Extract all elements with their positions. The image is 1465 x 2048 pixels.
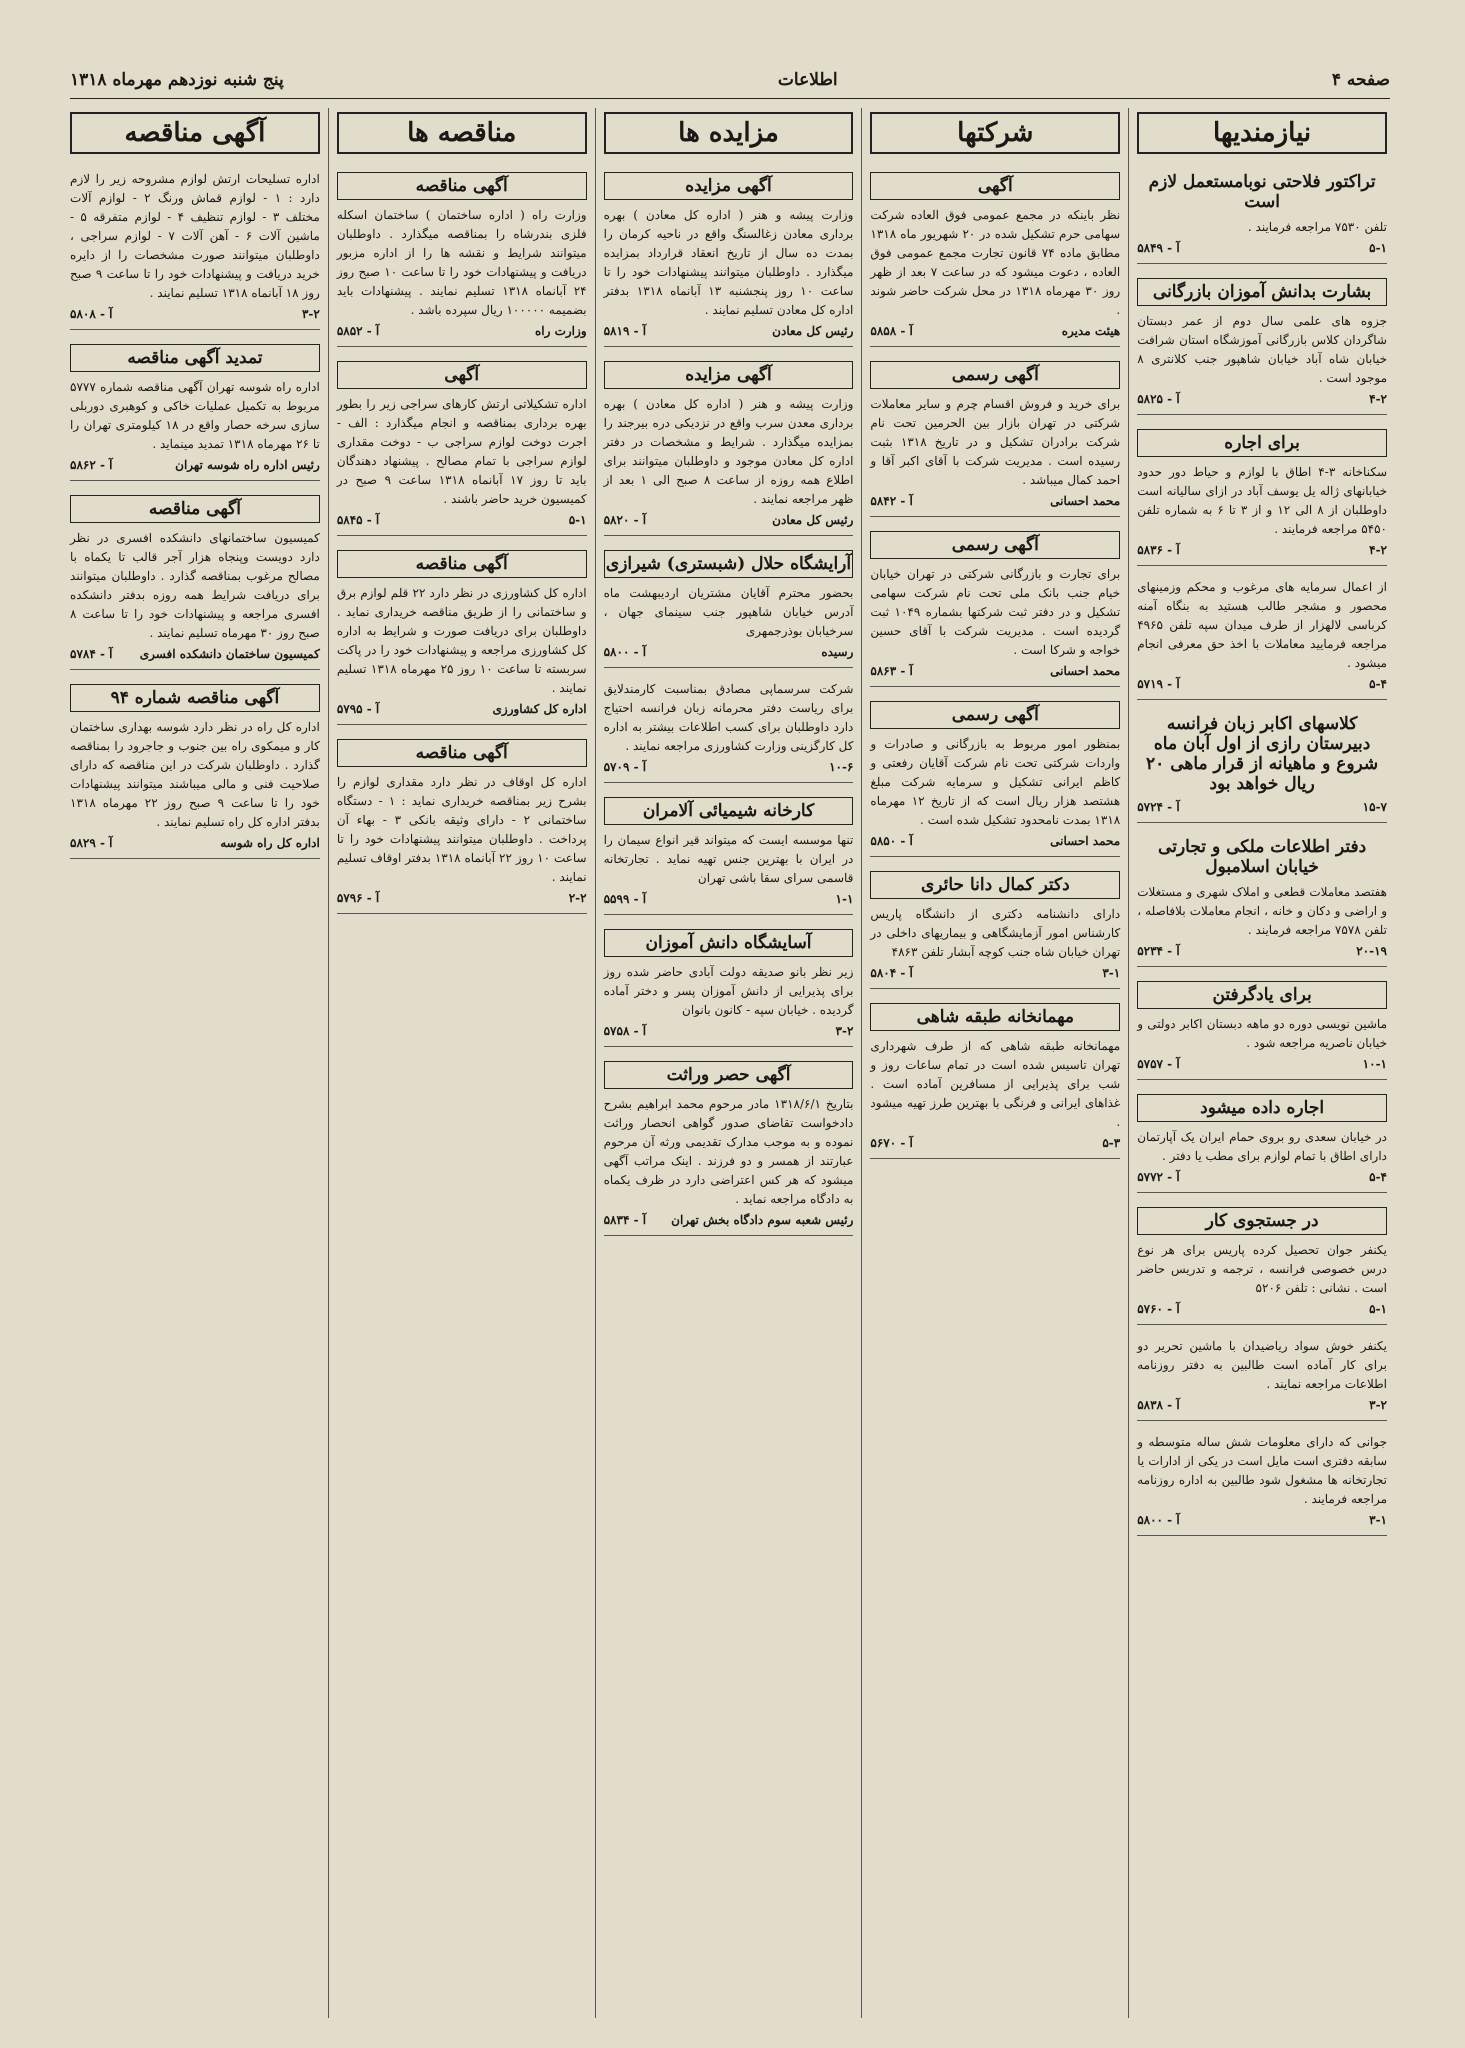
- ad-title: آگهی رسمی: [870, 531, 1120, 559]
- ad-code: آ - ۵۷۹۶: [336, 891, 380, 905]
- ad-number: ۵-۳: [1102, 1136, 1121, 1150]
- ad-footer: [604, 513, 854, 527]
- ad-body: یکنفر جوان تحصیل کرده پاریس برای هر نوع درس خصوصی فرانسه ، ترجمه و تدریس حاضر است . نشانی : تلفن ۵۲۰۶: [1137, 1243, 1387, 1295]
- ad-number: ۲-۲: [568, 891, 587, 905]
- ad-block: [1137, 973, 1387, 1080]
- ad-block: [337, 731, 587, 914]
- ad-block: [1137, 270, 1387, 415]
- ad-body: اداره کل اوقاف در نظر دارد مقداری لوازم را بشرح زیر بمناقصه خریداری نماید : ۱ - دستگاه ساختمانی ۲ - دارای وثیقه بانکی ۳ - بهاء آن پرداخت . داوطلبان میتوانند پیشنهادات خود را تا ساعت ۱۰ روز ۲۲ آبانماه ۱۳۱۸ بدفتر اوقاف تسلیم نمایند .: [336, 775, 587, 884]
- ad-code: آ - ۵۸۰۴: [870, 966, 913, 980]
- ad-footer: [604, 324, 854, 338]
- columns-container: [62, 108, 1395, 2018]
- ad-block: [1137, 421, 1387, 566]
- column-4: [328, 108, 595, 2018]
- ad-block: [870, 863, 1120, 989]
- section-heading: آگهی مناقصه: [70, 112, 320, 154]
- ad-body: کمیسیون ساختمانهای دانشکده افسری در نظر دارد دویست وپنجاه هزار آجر قالب تا یکماه با مصالح مرغوب بمناقصه گذارد . داوطلبان میتوانند برای دریافت شرایط همه روزه بدفتر دانشکده افسری مراجعه و پیشنهادات خود را تا ساعت ۸ صبح روز ۳۰ مهرماه تسلیم نمایند .: [70, 531, 320, 640]
- ad-number: ۳-۱: [1102, 966, 1121, 980]
- ad-number: رئیس کل معادن: [772, 513, 854, 527]
- ad-number: ۵-۱: [1369, 1302, 1387, 1316]
- ad-body: اداره راه شوسه تهران آگهی مناقصه شماره ۵۷۷۷ مربوط به تکمیل عملیات خاکی و کوهبری دوربلی سازی سرخه حصار واقع در ۱۸ کیلومتری تهران را تا ۲۶ مهرماه ۱۳۱۸ تمدید مینماید .: [70, 380, 320, 451]
- ad-footer: [337, 324, 587, 338]
- ad-footer: [337, 513, 587, 527]
- ad-body: هفتصد معاملات قطعی و املاک شهری و مستغلات و اراضی و دکان و خانه ، انجام معاملات بلافاصله ، تلفن ۷۵۷۸ مراجعه فرمایند .: [1137, 885, 1387, 937]
- ad-number: ۵-۱: [568, 513, 587, 527]
- column-3: [595, 108, 862, 2018]
- ad-block: [870, 995, 1120, 1159]
- paper-name: اطلاعات: [777, 70, 838, 90]
- ad-code: آ - ۵۸۶۳: [870, 664, 913, 678]
- ad-number: ۴-۲: [1369, 392, 1387, 406]
- ad-number: محمد احسانی: [1050, 664, 1121, 678]
- ad-block: [1137, 1331, 1387, 1421]
- ad-footer: [870, 1136, 1120, 1150]
- ad-title: تمدید آگهی مناقصه: [70, 344, 320, 372]
- ad-block: [337, 164, 587, 347]
- ad-block: [337, 353, 587, 536]
- ad-code: آ - ۵۲۳۴: [1137, 944, 1180, 958]
- ad-block: [604, 353, 854, 536]
- column-2: [861, 108, 1128, 2018]
- ad-number: ۱۰-۶: [829, 760, 854, 774]
- ad-block: [870, 164, 1120, 347]
- ad-title: کلاسهای اکابر زبان فرانسه دبیرستان رازی از اول آبان ماه شروع و ماهیانه از قرار ماهی ۲۰ ریال خواهد بود: [1146, 714, 1379, 794]
- ad-footer: [604, 892, 854, 906]
- ad-block: [870, 353, 1120, 517]
- ad-footer: [870, 966, 1120, 980]
- ad-code: آ - ۵۸۵۰: [870, 834, 913, 848]
- ad-number: ۵-۴: [1369, 1170, 1387, 1184]
- ad-title: دکتر کمال دانا حائری: [870, 871, 1120, 899]
- ad-body: سکناخانه ۳-۴ اطاق با لوازم و حیاط دور حدود خیابانهای ژاله یل یوسف آباد در ازای سالیانه است داوطلبان از ۸ الی ۱۲ و از ۳ تا ۶ به شماره تلفن ۵۴۵۰ مراجعه فرمایند .: [1137, 465, 1388, 536]
- column-1: [1128, 108, 1395, 2018]
- ad-body: یکنفر خوش سواد ریاضیدان با ماشین تحریر دو برای کار آماده است طالبین به دفتر روزنامه اطلاعات مراجعه نمایند .: [1137, 1339, 1387, 1391]
- ad-body: برای تجارت و بازرگانی شرکتی در تهران خیابان خیام جنب بانک ملی تحت نام شرکت سهامی تشکیل و در دفتر ثبت شرکتها بشماره ۱۰۴۹ ثبت گردیده است . مدیریت شرکت با آقای حسین خواجه و شرکا است .: [870, 567, 1121, 657]
- ad-body: تنها موسسه ایست که میتواند قیر انواع سیمان را در ایران با بهترین جنس تهیه نماید . تجارتخانه قاسمی سرای سقا باشی تهران: [603, 833, 854, 885]
- ad-body: جزوه های علمی سال دوم از عمر دبستان شاگردان کلاس بازرگانی آموزشگاه استان شرافت خیابان شاه آباد خیابان شاهپور جنب کلانتری ۸ موجود است .: [1137, 314, 1387, 385]
- ad-footer: [70, 647, 320, 661]
- ad-body: از اعمال سرمایه های مرغوب و محکم وزمینهای محصور و مشجر طالب هستید به بنگاه آمنه کرباسی لالهزار از طرف میدان سپه تلفن ۴۹۶۵ مراجعه فرمایید معاملات با اخذ حق معرفی انجام میشود .: [1137, 580, 1387, 670]
- ad-number: کمیسیون ساختمان دانشکده افسری: [139, 647, 320, 661]
- ad-body: ماشین نویسی دوره دو ماهه دبستان اکابر دولتی و خیابان ناصریه مراجعه شود .: [1137, 1017, 1387, 1050]
- ad-footer: [1137, 1302, 1387, 1316]
- ad-footer: [1137, 1170, 1387, 1184]
- ad-title: آگهی مناقصه: [337, 739, 587, 767]
- ad-body: اداره تشکیلاتی ارتش کارهای سراجی زیر را بطور بهره برداری بمناقصه و انجام میگذارد : الف - اجرت دوخت لوازم سراجی ب - دوخت مقداری لوازم سراجی با تمام مصالح . پیشنهاد دهندگان باید تا روز ۱۷ آبانماه ۱۳۱۸ ساعت ۹ صبح در کمیسیون خرید حاضر باشند .: [336, 397, 587, 506]
- ad-footer: [337, 702, 587, 716]
- ad-code: آ - ۵۸۴۵: [336, 513, 380, 527]
- ad-footer: [70, 836, 320, 850]
- ad-footer: [1137, 1398, 1387, 1412]
- ad-footer: [337, 891, 587, 905]
- ad-title: آرایشگاه حلال (شبستری) شیرازی: [604, 550, 854, 578]
- ad-block: [870, 523, 1120, 687]
- ad-code: آ - ۵۷۱۹: [1137, 677, 1180, 691]
- ad-number: ۳-۲: [1369, 1398, 1387, 1412]
- ad-code: آ - ۵۸۳۸: [1137, 1398, 1180, 1412]
- ad-number: رئیس اداره راه شوسه تهران: [175, 458, 320, 472]
- ad-code: آ - ۵۸۴۹: [1137, 241, 1180, 255]
- ad-block: [870, 693, 1120, 857]
- ad-title: آگهی مناقصه: [337, 550, 587, 578]
- ad-number: ۱۵-۷: [1362, 800, 1387, 814]
- ad-title: کارخانه شیمیائی آلامران: [604, 797, 854, 825]
- ad-footer: [70, 307, 320, 321]
- ad-code: آ - ۵۸۰۰: [603, 645, 647, 659]
- ad-body: بحضور محترم آقایان مشتریان اردیبهشت ماه آدرس خیابان شاهپور جنب سینمای جهان ، سرخیابان بوذرجمهری: [603, 586, 854, 638]
- ad-number: هیئت مدیره: [1061, 324, 1121, 338]
- ad-block: [604, 542, 854, 668]
- ad-body: در خیابان سعدی رو بروی حمام ایران یک آپارتمان دارای اطاق با تمام لوازم برای مطب یا دفتر .: [1137, 1130, 1387, 1163]
- ad-body: بمنظور امور مربوط به بازرگانی و صادرات و واردات شرکتی تحت نام شرکت آقایان رفعتی و کاظم ایرانی تشکیل و سرمایه شرکت مبلغ هشتصد هزار ریال است که از تاریخ ۱۲ مهرماه ۱۳۱۸ بمدت نامحدود تشکیل شده است .: [870, 737, 1121, 827]
- ad-footer: [1137, 392, 1387, 406]
- ad-footer: [70, 458, 320, 472]
- ad-code: آ - ۵۸۳۴: [603, 1213, 647, 1227]
- ad-number: محمد احسانی: [1050, 494, 1121, 508]
- ad-body: وزارت پیشه و هنر ( اداره کل معادن ) بهره برداری معادن زغالسنگ واقع در ناحیه کرمان را بمدت ده سال از تاریخ انعقاد قرارداد بمزایده میگذارد . داوطلبان میتوانند پیشنهادات خود را تا ساعت ۱۰ روز پنجشنبه ۱۳ آبانماه ۱۳۱۸ بدفتر اداره کل معادن تسلیم نمایند .: [603, 208, 854, 317]
- ad-footer: [870, 494, 1120, 508]
- ad-title: دفتر اطلاعات ملکی و تجارتی خیابان اسلامبول: [1158, 837, 1367, 877]
- ad-code: آ - ۵۸۵۸: [870, 324, 913, 338]
- ad-number: ۳-۲: [835, 1024, 854, 1038]
- ad-title: آگهی مزایده: [604, 172, 854, 200]
- ad-footer: [1137, 944, 1387, 958]
- ad-code: آ - ۵۸۶۲: [70, 458, 113, 472]
- ad-number: محمد احسانی: [1050, 834, 1121, 848]
- ad-code: آ - ۵۷۲۴: [1137, 800, 1180, 814]
- ad-number: رئیس شعبه سوم دادگاه بخش تهران: [671, 1213, 854, 1227]
- ad-title: آگهی حصر وراثت: [604, 1061, 854, 1089]
- ad-code: آ - ۵۸۲۹: [70, 836, 113, 850]
- ad-title: آگهی: [337, 361, 587, 389]
- ad-block: [604, 1053, 854, 1236]
- ad-code: آ - ۵۸۱۹: [603, 324, 647, 338]
- ad-footer: [604, 645, 854, 659]
- ad-number: ۲۰-۱۹: [1356, 944, 1387, 958]
- ad-code: آ - ۵۷۰۹: [603, 760, 647, 774]
- ad-number: رئیس کل معادن: [772, 324, 854, 338]
- ad-block: [1137, 1086, 1387, 1193]
- ad-code: آ - ۵۸۰۸: [70, 307, 113, 321]
- ad-body: شرکت سرسماپی مصادق بمناسبت کارمندلایق برای ریاست دفتر محرمانه زبان فرانسه احتیاج دارد داوطلبان برای کسب اطلاعات بیشتر به اداره کل کارگزینی وزارت کشاورزی مراجعه نمایند .: [603, 682, 854, 753]
- ad-code: آ - ۵۸۲۰: [603, 513, 647, 527]
- ad-footer: [1137, 677, 1387, 691]
- ad-block: [1137, 1427, 1387, 1536]
- ad-title: آگهی رسمی: [870, 361, 1120, 389]
- ad-body: وزارت راه ( اداره ساختمان ) ساختمان اسکله فلزی بندرشاه را بمناقصه میگذارد . داوطلبان میتوانند شرایط و نقشه ها را از اداره مزبور دریافت و پیشنهادات خود را تا ساعت ۱۰ صبح روز ۲۴ آبانماه ۱۳۱۸ تسلیم نمایند . پیشنهادات باید بضمیمه ۱۰۰۰۰۰ ریال سپرده باشد .: [336, 208, 587, 317]
- ad-title: مهمانخانه طبقه شاهی: [870, 1003, 1120, 1031]
- ad-code: آ - ۵۷۸۴: [70, 647, 113, 661]
- ad-block: [604, 164, 854, 347]
- ad-code: آ - ۵۷۶۰: [1137, 1302, 1180, 1316]
- ad-title: آگهی مناقصه: [70, 495, 320, 523]
- section-heading: مناقصه ها: [337, 112, 587, 154]
- section-heading: شرکتها: [870, 112, 1120, 154]
- ad-title: تراکتور فلاحتی نوبامستعمل لازم است: [1148, 172, 1376, 212]
- ad-body: زیر نظر بانو صدیقه دولت آبادی حاضر شده روز برای پذیرایی از دانش آموزان پسر و دختر آماده گردیده . خیابان سپه - کانون بانوان: [603, 965, 854, 1017]
- ad-title: آگهی مناقصه: [337, 172, 587, 200]
- ad-title: آگهی: [870, 172, 1120, 200]
- ad-title: آگهی مناقصه شماره ۹۴: [70, 684, 320, 712]
- ad-number: ۱-۱: [835, 892, 854, 906]
- ad-code: آ - ۵۸۲۵: [1137, 392, 1180, 406]
- ad-body: دارای دانشنامه دکتری از دانشگاه پاریس کارشناس امور آزمایشگاهی و بیماریهای داخلی در تهران خیابان شاه جنب کوچه آبشار تلفن ۴۸۶۳: [870, 907, 1121, 959]
- ad-number: ۵-۱: [1369, 241, 1387, 255]
- ad-number: رسیده: [821, 645, 854, 659]
- ad-footer: [870, 834, 1120, 848]
- ad-body: نظر باینکه در مجمع عمومی فوق العاده شرکت سهامی حرم تشکیل شده در ۲۰ شهریور ماه ۱۳۱۸ مطابق ماده ۷۴ قانون تجارت مجمع عمومی فوق العاده ، دعوت میشود که در ساعت ۷ بعد از ظهر روز ۳۰ مهرماه ۱۳۱۸ در محل شرکت حاضر شوند .: [870, 208, 1121, 317]
- ad-block: [70, 676, 320, 859]
- ad-body: اداره کل کشاورزی در نظر دارد ۲۲ قلم لوازم برق و ساختمانی را از طریق مناقصه خریداری نماید . داوطلبان برای دریافت صورت و شرایط به اداره کل کشاورزی مراجعه و پیشنهادات خود را در پاکت سربسته تا ساعت ۱۰ روز ۲۵ مهرماه ۱۳۱۸ تسلیم نمایند .: [336, 586, 587, 695]
- ad-code: آ - ۵۸۳۶: [1137, 543, 1180, 557]
- ad-footer: [604, 1213, 854, 1227]
- ad-number: ۳-۱: [1369, 1513, 1387, 1527]
- ad-block: [70, 487, 320, 670]
- ad-footer: [1137, 1513, 1387, 1527]
- ad-block: [1137, 1199, 1387, 1325]
- ad-number: اداره کل راه شوسه: [220, 836, 320, 850]
- ad-footer: [1137, 800, 1387, 814]
- ad-title: آگهی مزایده: [604, 361, 854, 389]
- ad-title: بشارت بدانش آموزان بازرگانی: [1137, 278, 1387, 306]
- ad-footer: [604, 760, 854, 774]
- ad-number: وزارت راه: [535, 324, 587, 338]
- ad-number: اداره کل کشاورزی: [492, 702, 587, 716]
- ad-code: آ - ۵۷۵۷: [1137, 1057, 1180, 1071]
- ad-code: آ - ۵۸۴۲: [870, 494, 913, 508]
- ad-block: [604, 789, 854, 915]
- ad-block: [337, 542, 587, 725]
- ad-code: آ - ۵۵۹۹: [603, 892, 647, 906]
- ad-block: [1137, 164, 1387, 264]
- ad-footer: [1137, 241, 1387, 255]
- ad-body: جوانی که دارای معلومات شش ساله متوسطه و سابقه دفتری است مایل است در یکی از ادارات یا تجارتخانه ها مشغول شود طالبین به اداره روزنامه مراجعه فرمایند .: [1137, 1435, 1387, 1506]
- ad-code: آ - ۵۶۷۰: [870, 1136, 913, 1150]
- ad-footer: [604, 1024, 854, 1038]
- ad-block: [1137, 706, 1387, 823]
- ad-title: برای یادگرفتن: [1137, 981, 1387, 1009]
- ad-number: ۴-۲: [1369, 543, 1387, 557]
- issue-date: پنج شنبه نوزدهم مهرماه ۱۳۱۸: [70, 70, 284, 90]
- ad-code: آ - ۵۷۹۵: [336, 702, 380, 716]
- masthead: [70, 62, 1390, 99]
- ad-number: ۳-۲: [301, 307, 320, 321]
- ad-body: بتاریخ ۱۳۱۸/۶/۱ مادر مرحوم محمد ابراهیم بشرح دادخواست تقاضای صدور گواهی انحصار وراثت نموده و به موجب مدارک تقدیمی ورثه آن مرحوم عبارتند از همسر و دو فرزند . اینک مراتب آگهی میشود که هر کس اعتراضی دارد در ظرف یکماه به دادگاه مراجعه نماید .: [603, 1097, 854, 1206]
- section-heading: مزایده ها: [604, 112, 854, 154]
- ad-body: برای خرید و فروش اقسام چرم و سایر معاملات شرکتی در تهران بازار بین الحرمین تحت نام شرکت برادران تشکیل و در تاریخ ۱۳۱۸ بثبت رسیده است . مدیریت شرکت با آقای اکبر آقا و احمد کمال میباشد .: [870, 397, 1121, 487]
- ad-footer: [870, 664, 1120, 678]
- ad-block: [70, 336, 320, 481]
- ad-footer: [1137, 543, 1387, 557]
- ad-block: [1137, 572, 1387, 700]
- ad-body: مهمانخانه طبقه شاهی که از طرف شهرداری تهران تاسیس شده است در تمام ساعات روز و شب برای پذیرایی از مسافرین آماده است . غذاهای ایرانی و فرنگی با بهترین طرز تهیه میشود .: [870, 1039, 1121, 1129]
- ad-footer: [1137, 1057, 1387, 1071]
- ad-body: اداره تسلیحات ارتش لوازم مشروحه زیر را لازم دارد : ۱ - لوازم قماش ورنگ ۲ - لوازم آلات مختلف ۳ - لوازم تنظیف ۴ - لوازم متفرقه ۵ - ماشین آلات ۶ - آهن آلات ۷ - لوازم سراجی ، داوطلبان میتوانند صورت مشخصات را از دایره خرید دریافت و پیشنهادات خود را تا ساعت ۹ صبح روز ۱۸ آبانماه ۱۳۱۸ تسلیم نمایند .: [70, 172, 320, 300]
- ad-number: ۱۰-۱: [1362, 1057, 1387, 1071]
- ad-code: آ - ۵۷۵۸: [603, 1024, 647, 1038]
- ad-block: [604, 674, 854, 783]
- page-number: صفحه ۴: [1331, 70, 1390, 90]
- ad-title: اجاره داده میشود: [1137, 1094, 1387, 1122]
- ad-title: برای اجاره: [1137, 429, 1387, 457]
- ad-title: آگهی رسمی: [870, 701, 1120, 729]
- ad-title: در جستجوی کار: [1137, 1207, 1387, 1235]
- column-5: [62, 108, 328, 2018]
- ad-code: آ - ۵۷۷۲: [1137, 1170, 1180, 1184]
- ad-footer: [870, 324, 1120, 338]
- ad-block: [70, 164, 320, 330]
- ad-code: آ - ۵۸۵۲: [336, 324, 380, 338]
- ad-block: [604, 921, 854, 1047]
- ad-number: ۵-۴: [1369, 677, 1387, 691]
- ad-code: آ - ۵۸۰۰: [1137, 1513, 1180, 1527]
- section-heading: نیازمندیها: [1137, 112, 1387, 154]
- ad-body: اداره کل راه در نظر دارد شوسه بهداری ساختمان کار و میمکوی راه بین جنوب و جاجرود را بمناقصه گذارد . داوطلبان شرکت در این مناقصه که دارای صلاحیت فنی و مالی میباشند میتوانند پیشنهادات خود را تا ساعت ۹ صبح روز ۲۲ مهرماه ۱۳۱۸ بدفتر اداره کل راه تسلیم نمایند .: [70, 720, 320, 829]
- ad-body: تلفن ۷۵۳۰ مراجعه فرمایند .: [1247, 220, 1387, 234]
- ad-body: وزارت پیشه و هنر ( اداره کل معادن ) بهره برداری معدن سرب واقع در نزدیکی دره بیرجند را بمزایده میگذارد . شرایط و مشخصات در دفتر اداره کل معادن موجود و داوطلبان میتوانند برای اطلاع همه روزه از ساعت ۸ صبح الی ۱ بعد از ظهر مراجعه نمایند .: [603, 397, 854, 506]
- ad-title: آسایشگاه دانش آموزان: [604, 929, 854, 957]
- ad-block: [1137, 829, 1387, 967]
